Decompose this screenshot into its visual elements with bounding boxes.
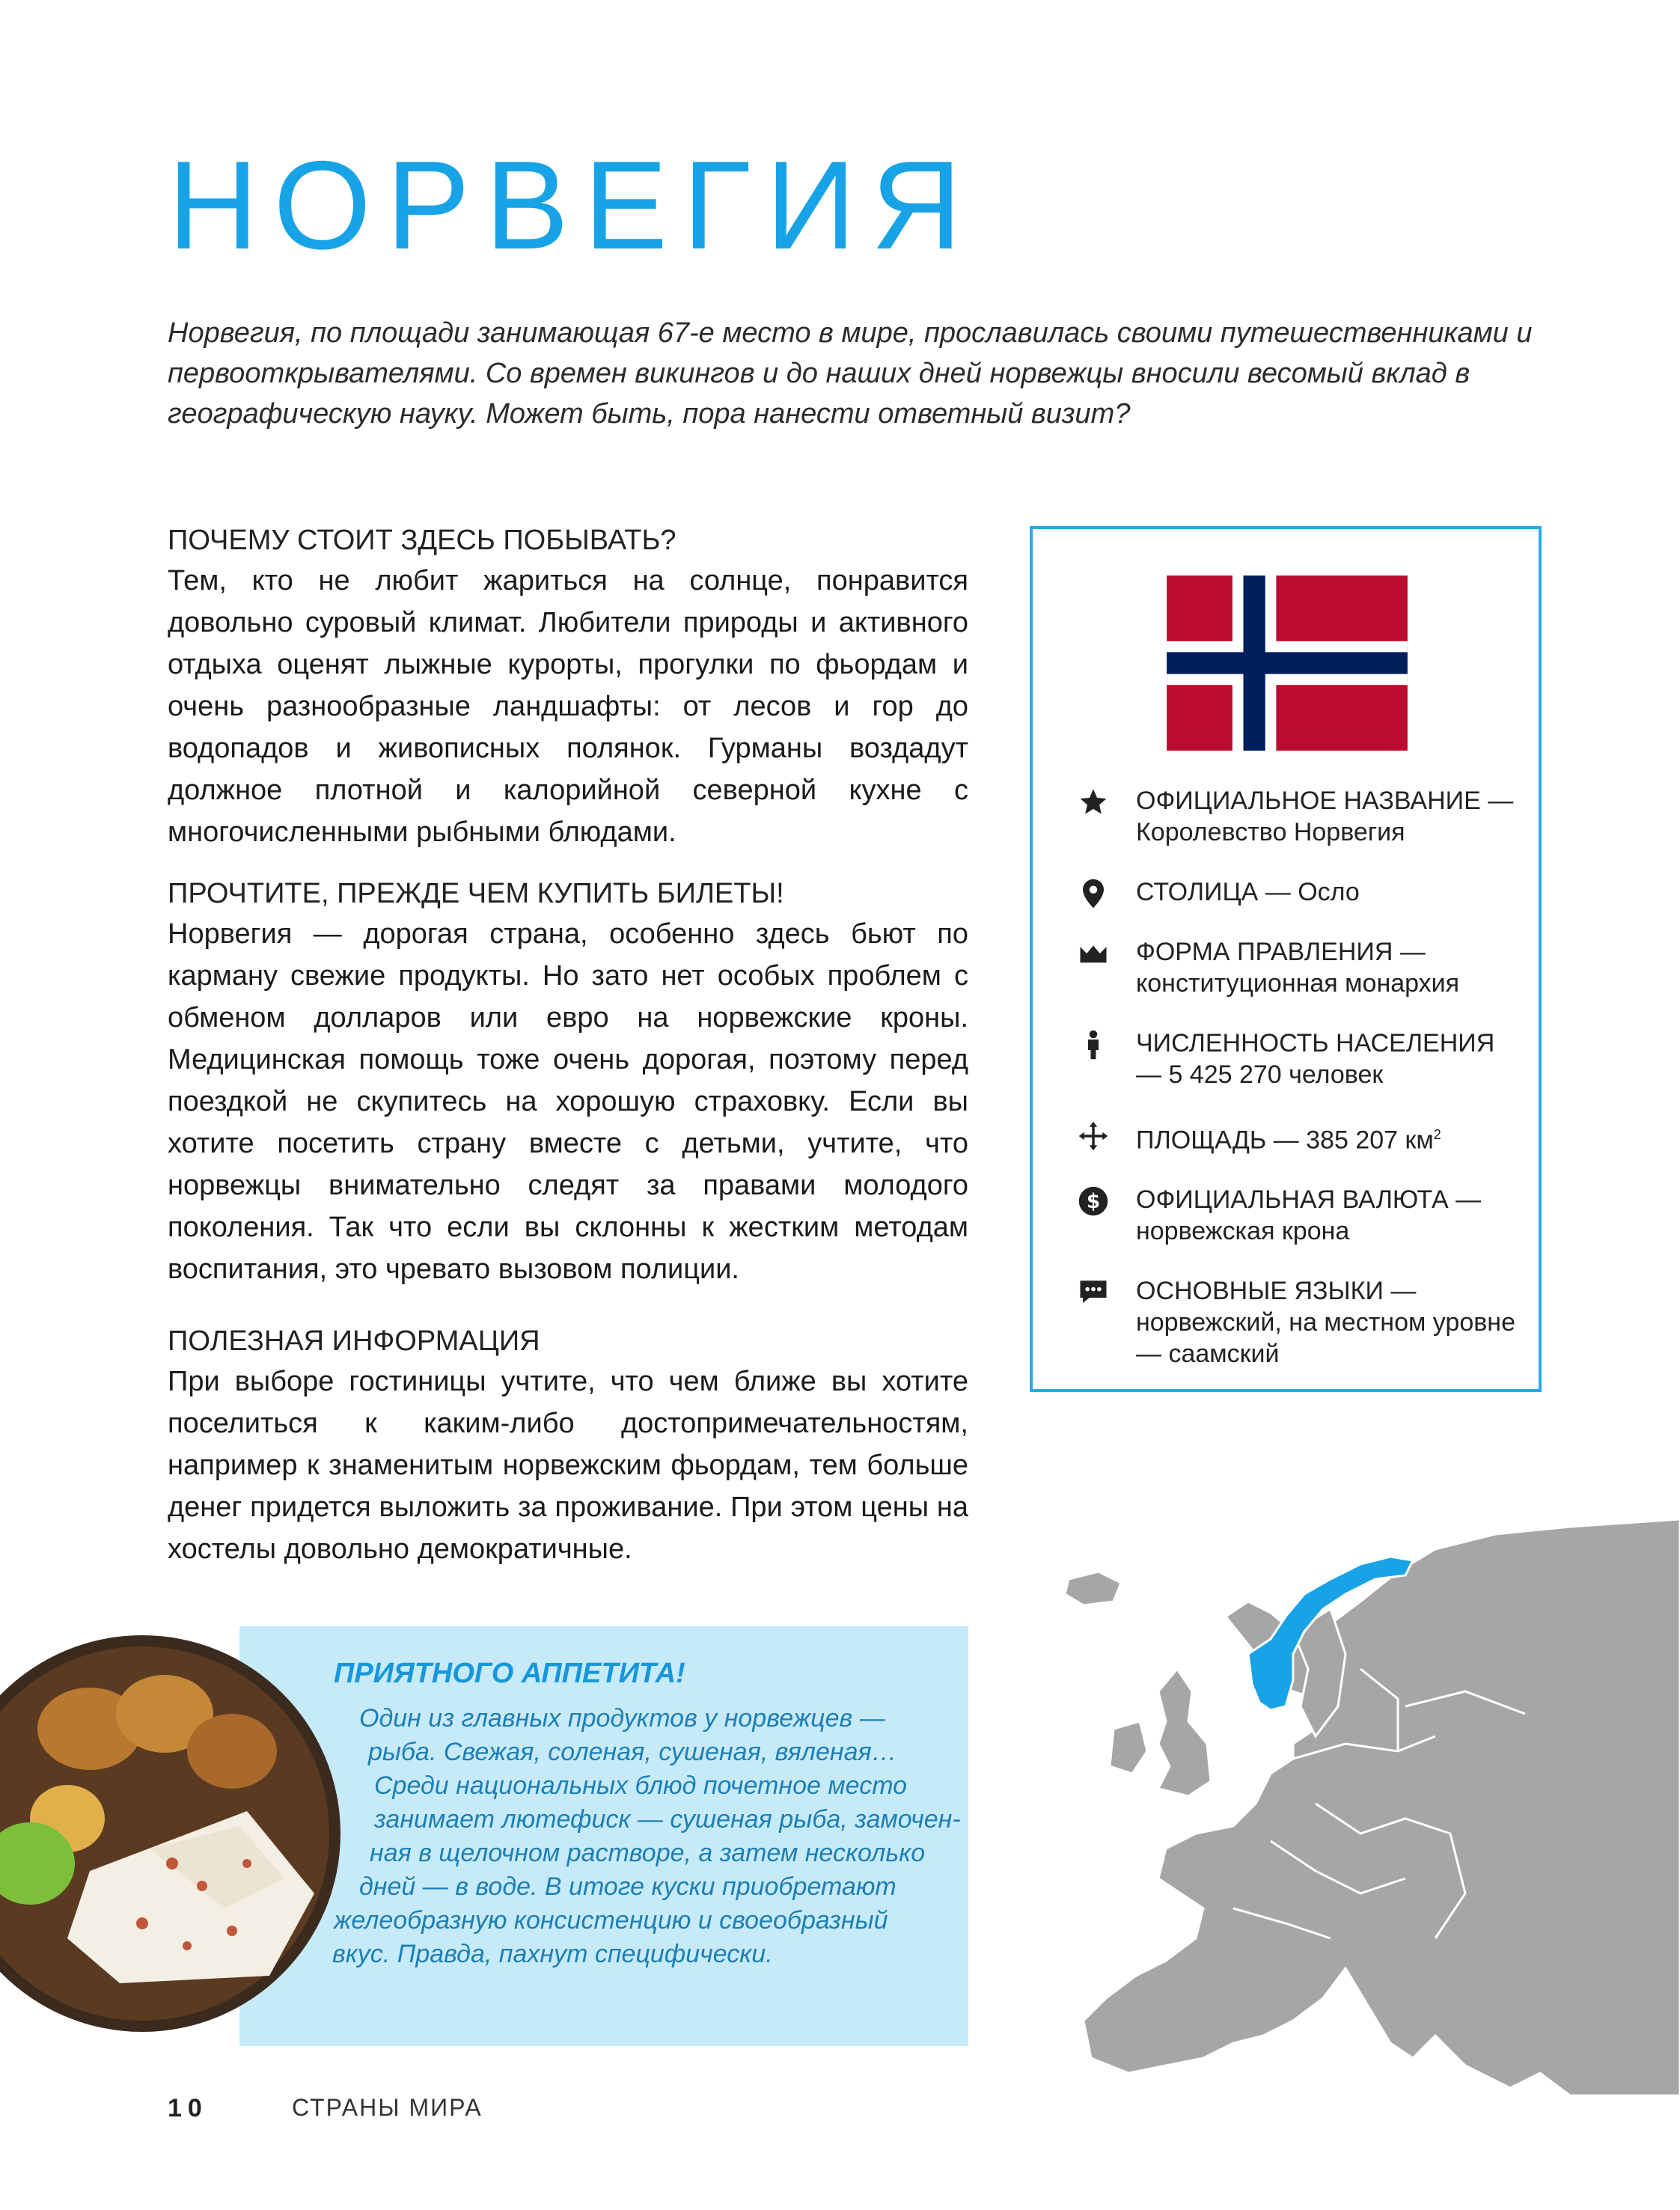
- facts-list: [1078, 785, 1527, 1398]
- europe-map: [1046, 1519, 1680, 2095]
- section-heading: ПОЛЕЗНАЯ ИНФОРМАЦИЯ: [168, 1325, 540, 1357]
- fact-value: норвежская крона: [1136, 1217, 1350, 1246]
- speech-bubble-icon: [1078, 1277, 1109, 1308]
- recipe-line: ная в щелочном растворе, а затем несколько: [370, 1839, 926, 1867]
- fact-population: ЧИСЛЕННОСТЬ НАСЕЛЕНИЯ — 5 425 270 человек: [1078, 1028, 1527, 1090]
- fact-value: 385 207 км: [1306, 1126, 1434, 1155]
- recipe-line: Среди национальных блюд почетное место: [374, 1771, 908, 1800]
- dollar-coin-icon: [1078, 1185, 1109, 1217]
- fact-languages: ОСНОВНЫЕ ЯЗЫКИ — норвежский, на местном уровне — саамский: [1078, 1275, 1527, 1370]
- section-heading: ПОЧЕМУ СТОИТ ЗДЕСЬ ПОБЫВАТЬ?: [168, 525, 676, 556]
- fact-area: ПЛОЩАДЬ — 385 207 $км^2$: [1078, 1119, 1527, 1156]
- recipe-line: желеобразную консистенцию и своеобразный: [334, 1906, 888, 1935]
- fact-official-name: ОФИЦИАЛЬНОЕ НАЗВАНИЕ — Королевство Норвегия: [1078, 785, 1527, 848]
- fact-value: конституционная монархия: [1136, 969, 1460, 998]
- recipe-line: дней — в воде. В итоге куски приобретают: [359, 1872, 896, 1901]
- svg-text:$: $: [1086, 1191, 1101, 1214]
- fact-value: 5 425 270 человек: [1168, 1060, 1384, 1089]
- fact-capital: СТОЛИЦА — Осло: [1078, 876, 1527, 908]
- person-icon: [1078, 1029, 1109, 1060]
- fact-government: ФОРМА ПРАВЛЕНИЯ — конституционная монархия: [1078, 936, 1527, 999]
- section-text: Тем, кто не любит жариться на солнце, понравится довольно суровый климат. Любители природы и активного отдыха оценят лыжные курорты, прогулки по фьордам и очень разнообразные ландшафты: от лесов и гор до водопадов и живописных полянок. Гурманы воздадут должное плотной и калорийной северной кухне с многочисленными рыбными блюдами.: [168, 565, 968, 848]
- star-icon: [1078, 787, 1109, 818]
- food-photo: [0, 1624, 344, 2043]
- section-heading: ПРОЧТИТЕ, ПРЕЖДЕ ЧЕМ КУПИТЬ БИЛЕТЫ!: [168, 878, 784, 909]
- fact-key: ОФИЦИАЛЬНАЯ ВАЛЮТА: [1136, 1185, 1449, 1215]
- recipe-line: вкус. Правда, пахнут специфически.: [332, 1940, 773, 1968]
- section-before-tickets: [168, 874, 968, 1290]
- fact-key: СТОЛИЦА: [1136, 878, 1259, 906]
- fact-key: ОСНОВНЫЕ ЯЗЫКИ: [1136, 1277, 1384, 1306]
- recipe-line: Один из главных продуктов у норвежцев —: [359, 1704, 885, 1733]
- recipe-line: занимает лютефиск — сушеная рыба, замочен-: [374, 1805, 961, 1834]
- page-number: 10: [168, 2094, 208, 2122]
- page-title: НОРВЕГИЯ: [168, 135, 977, 275]
- facts-box: [1030, 526, 1542, 1392]
- fact-value: Осло: [1298, 878, 1360, 906]
- fact-key: ПЛОЩАДЬ: [1136, 1126, 1267, 1155]
- fact-key: ЧИСЛЕННОСТЬ НАСЕЛЕНИЯ: [1136, 1029, 1495, 1057]
- fact-currency: $ ОФИЦИАЛЬНАЯ ВАЛЮТА — норвежская крона: [1078, 1184, 1527, 1247]
- fact-unit-superscript: 2: [1433, 1127, 1441, 1142]
- recipe-text: [329, 1702, 973, 1971]
- section-text: Норвегия — дорогая страна, особенно здесь бьют по карману свежие продукты. Но зато нет особых проблем с обменом долларов или евро на норвежские кроны. Медицинская помощь тоже очень дорогая, поэтому перед поездкой не скупитесь на хорошую страховку. Если вы хотите посетить страну вместе с детьми, учтите, что норвежцы внимательно следят за правами молодого поколения. Так что если вы склонны к жестким методам воспитания, это чревато вызовом полиции.: [168, 918, 968, 1285]
- fact-value: Королевство Норвегия: [1136, 818, 1405, 846]
- recipe-title: ПРИЯТНОГО АППЕТИТА!: [334, 1658, 685, 1689]
- norway-flag: [1154, 576, 1420, 751]
- fact-value: норвежский, на местном уровне — саамский: [1136, 1308, 1515, 1369]
- section-useful-info: [168, 1322, 968, 1570]
- area-arrows-icon: [1078, 1120, 1109, 1152]
- crown-icon: [1078, 938, 1109, 969]
- section-why-visit: [168, 521, 968, 853]
- section-text: При выборе гостиницы учтите, что чем ближе вы хотите поселиться к каким-либо достопримечательностям, например к знаменитым норвежским фьордам, тем больше денег придется выложить за проживание. При этом цены на хостелы довольно демократичные.: [168, 1366, 968, 1565]
- location-pin-icon: [1078, 878, 1109, 909]
- fact-key: ОФИЦИАЛЬНОЕ НАЗВАНИЕ: [1136, 787, 1481, 815]
- book-title: СТРАНЫ МИРА: [292, 2094, 483, 2121]
- fact-key: ФОРМА ПРАВЛЕНИЯ: [1136, 938, 1393, 966]
- recipe-line: рыба. Свежая, соленая, сушеная, вяленая…: [368, 1738, 897, 1766]
- intro-paragraph: Норвегия, по площади занимающая 67-е место в мире, прославилась своими путешественниками и первооткрывателями. Со времен викингов и до наших дней норвежцы вносили весомый вклад в географическую науку. Может быть, пора нанести ответный визит?: [168, 317, 1533, 430]
